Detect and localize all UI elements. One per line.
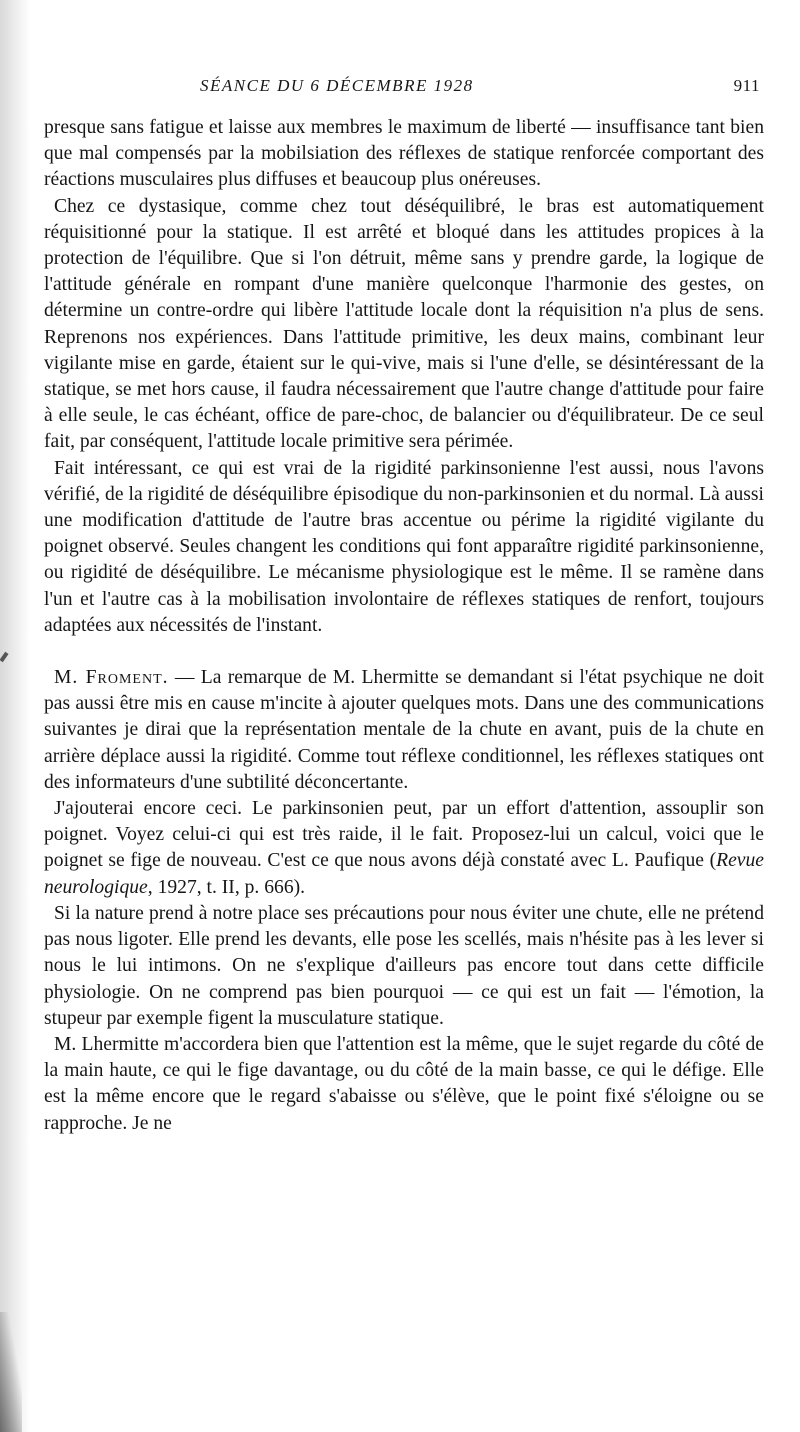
froment-paragraph-2 [44, 796, 764, 901]
page-corner-shadow [0, 1312, 22, 1432]
body-text [44, 115, 764, 1137]
journal-title: Revue neurologique [44, 850, 764, 898]
paragraph-2: Chez ce dystasique, comme chez tout déséquilibré, le bras est automatiquement réquisitionné pour la statique. Il est arrêté et bloqué dans les attitudes propices à la protection de l'équilibre. Que si l'on détruit, même sans y prendre garde, la logique de l'attitude générale en rompant d'une manière quelconque l'harmonie des gestes, on détermine un contre-ordre qui libère l'attitude locale dont la réquisition n'a plus de sens. Reprenons nos expériences. Dans l'attitude primitive, les deux mains, combinant leur vigilante mise en garde, étaient sur le qui-vive, mais si l'une d'elle, se désintéressant de la statique, se met hors cause, il faudra nécessairement que l'autre change d'attitude pour faire à elle seule, le cas échéant, office de pare-choc, de balancier ou d'équilibrateur. De ce seul fait, par conséquent, l'attitude locale primitive sera périmée. [44, 195, 764, 453]
froment-paragraph-1-text: — La remarque de M. Lhermitte se demandant si l'état psychique ne doit pas aussi être mis en cause m'incite à ajouter quelques mots. Dans une des communications suivantes je dirai que la représentation mentale de la chute en avant, puis de la chute en arrière déplace aussi la rigidité. Comme tout réflexe conditionnel, les réflexes statiques ont des informateurs d'une subtilité déconcertante. [44, 667, 764, 793]
running-head: SÉANCE DU 6 DÉCEMBRE 1928 [200, 76, 474, 95]
speaker-name: M. Froment. [54, 667, 169, 689]
froment-paragraph-4: M. Lhermitte m'accordera bien que l'attention est la même, que le sujet regarde du côté de la main haute, ce qui le fige davantage, ou du côté de la main basse, ce qui le défige. Elle est la même encore que le regard s'abaisse ou s'élève, que le point fixé s'éloigne ou se rapproche. Je ne [44, 1033, 764, 1134]
froment-paragraph-2-text-b: , 1927, t. II, p. 666). [147, 876, 306, 898]
page-edge-shadow [0, 0, 30, 1432]
paragraph-3: Fait intéressant, ce qui est vrai de la rigidité parkinsonienne l'est aussi, nous l'avons vérifié, de la rigidité de déséquilibre épisodique du non-parkinsonien et du normal. Là aussi une modification d'attitude de l'autre bras accentue ou périme la rigidité vigilante du poignet observé. Seules changent les conditions qui font apparaître rigidité parkinsonienne, ou rigidité de déséquilibre. Le mécanisme physiologique est le même. Il se ramène dans l'un et l'autre cas à la mobilisation involontaire de réflexes statiques de renfort, toujours adaptées aux nécessités de l'instant. [44, 457, 764, 636]
froment-paragraph-3: Si la nature prend à notre place ses précautions pour nous éviter une chute, elle ne prétend pas nous ligoter. Elle prend les devants, elle pose les scellés, mais n'hésite pas à les lever si nous le lui intimons. On ne s'explique d'ailleurs pas encore tout dans cette difficile physiologie. On ne comprend pas bien pourquoi — ce qui est un fait — l'émotion, la stupeur par exemple figent la musculature statique. [44, 902, 764, 1029]
paragraph-1: presque sans fatigue et laisse aux membres le maximum de liberté — insuffisance tant bien que mal compensés par la mobilsiation des réflexes de statique renforcée comportant des réactions musculaires plus diffuses et beaucoup plus onéreuses. [44, 117, 764, 191]
froment-paragraph-2-text-a: J'ajouterai encore ceci. Le parkinsonien peut, par un effort d'attention, assouplir son poignet. Voyez celui-ci qui est très raide, il le fait. Proposez-lui un calcul, voici que le poignet se fige de nouveau. C'est ce que nous avons déjà constaté avec L. Paufique ( [44, 798, 764, 872]
page-number: 911 [733, 76, 760, 95]
froment-paragraph-1 [44, 665, 764, 796]
